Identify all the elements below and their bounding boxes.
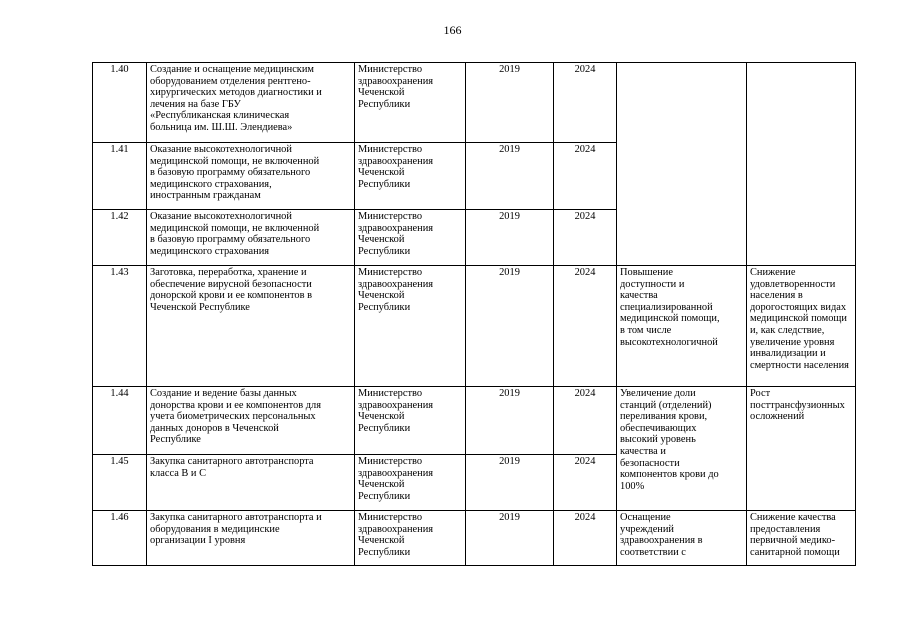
row-number: 1.44 xyxy=(93,387,147,455)
measures-table xyxy=(92,62,856,566)
executor: Министерство здравоохранения Чеченской Республики xyxy=(355,455,466,511)
start-year: 2019 xyxy=(466,266,554,387)
expected-result: Повышение доступности и качества специализированной медицинской помощи, в том числе высокотехнологичной xyxy=(617,266,747,387)
table-row xyxy=(93,387,856,455)
measure-name: Закупка санитарного автотранспорта класса В и С xyxy=(147,455,355,511)
end-year: 2024 xyxy=(554,387,617,455)
executor: Министерство здравоохранения Чеченской Республики xyxy=(355,266,466,387)
start-year: 2019 xyxy=(466,210,554,266)
table-row xyxy=(93,63,856,143)
row-number: 1.41 xyxy=(93,143,147,210)
end-year: 2024 xyxy=(554,266,617,387)
expected-result: Увеличение доли станций (отделений) переливания крови, обеспечивающих высокий уровень качества и безопасности компонентов крови до 100% xyxy=(617,387,747,511)
end-year: 2024 xyxy=(554,511,617,566)
consequence: Снижение удовлетворенности населения в дорогостоящих видах медицинской помощи и, как следствие, увеличение уровня инвалидизации и смертности населения xyxy=(747,266,856,387)
start-year: 2019 xyxy=(466,63,554,143)
measure-name: Заготовка, переработка, хранение и обеспечение вирусной безопасности донорской крови и ее компонентов в Чеченской Республике xyxy=(147,266,355,387)
executor: Министерство здравоохранения Чеченской Республики xyxy=(355,387,466,455)
executor: Министерство здравоохранения Чеченской Республики xyxy=(355,511,466,566)
executor: Министерство здравоохранения Чеченской Республики xyxy=(355,63,466,143)
measure-name: Закупка санитарного автотранспорта и оборудования в медицинские организации I уровня xyxy=(147,511,355,566)
measure-name: Оказание высокотехнологичной медицинской помощи, не включенной в базовую программу обязательного медицинского страхования xyxy=(147,210,355,266)
measure-name: Создание и оснащение медицинским оборудованием отделения рентгено- хирургических методов диагностики и лечения на базе ГБУ «Республиканская клиническая больница им. Ш.Ш. Элендиева» xyxy=(147,63,355,143)
start-year: 2019 xyxy=(466,455,554,511)
row-number: 1.43 xyxy=(93,266,147,387)
measure-name: Оказание высокотехнологичной медицинской помощи, не включенной в базовую программу обязательного медицинского страхования, иностранным гражданам xyxy=(147,143,355,210)
table-row xyxy=(93,266,856,387)
consequence: Снижение качества предоставления первичной медико- санитарной помощи xyxy=(747,511,856,566)
end-year: 2024 xyxy=(554,455,617,511)
row-number: 1.45 xyxy=(93,455,147,511)
end-year: 2024 xyxy=(554,63,617,143)
start-year: 2019 xyxy=(466,387,554,455)
executor: Министерство здравоохранения Чеченской Республики xyxy=(355,143,466,210)
end-year: 2024 xyxy=(554,143,617,210)
row-number: 1.46 xyxy=(93,511,147,566)
page-number: 166 xyxy=(443,23,462,37)
executor: Министерство здравоохранения Чеченской Республики xyxy=(355,210,466,266)
start-year: 2019 xyxy=(466,511,554,566)
end-year: 2024 xyxy=(554,210,617,266)
expected-result: Оснащение учреждений здравоохранения в соответствии с xyxy=(617,511,747,566)
start-year: 2019 xyxy=(466,143,554,210)
row-number: 1.42 xyxy=(93,210,147,266)
consequence-cell-empty xyxy=(747,63,856,266)
measure-name: Создание и ведение базы данных донорства крови и ее компонентов для учета биометрических персональных данных доноров в Чеченской Республике xyxy=(147,387,355,455)
table-row xyxy=(93,511,856,566)
consequence: Рост посттрансфузионных осложнений xyxy=(747,387,856,511)
result-cell-empty xyxy=(617,63,747,266)
row-number: 1.40 xyxy=(93,63,147,143)
